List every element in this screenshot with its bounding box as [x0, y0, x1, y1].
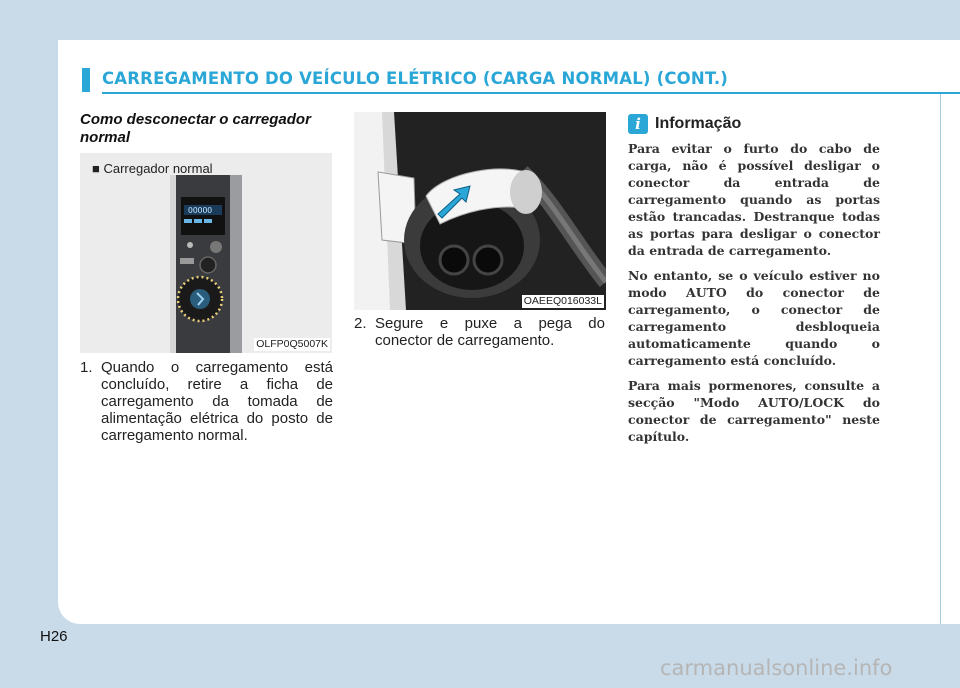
title-underline — [102, 92, 960, 94]
watermark: carmanualsonline.info — [660, 656, 893, 680]
page-number: H26 — [40, 628, 68, 645]
charger-figure-code: OLFP0Q5007K — [256, 338, 328, 350]
info-paragraph: Para mais pormenores, consulte a secção "Modo AUTO/LOCK do conector de carregamento" neste capítulo. — [628, 378, 880, 444]
info-paragraph: Para evitar o furto do cabo de carga, não é possível desligar o conector da entrada de carregamento quando as portas estão trancadas. Destranque todas as portas para desligar o conector da entrada de carregamento. — [628, 141, 880, 258]
info-title: Informação — [655, 115, 742, 132]
connector-figure — [354, 112, 606, 310]
title-accent-block — [82, 68, 90, 92]
info-body — [628, 140, 880, 453]
charger-display-text: OOOOO — [188, 206, 213, 215]
step-1-number: 1. — [80, 359, 93, 376]
step-1-text: Quando o carregamento está concluído, retire a ficha de carregamento da tomada de alimentação elétrica do posto de carregamento normal. — [101, 359, 333, 444]
charger-illustration — [80, 153, 332, 353]
section-title: CARREGAMENTO DO VEÍCULO ELÉTRICO (CARGA NORMAL) (CONT.) — [102, 69, 729, 88]
charger-figure-caption: ■ Carregador normal — [92, 161, 213, 176]
page-edge-rule — [940, 94, 941, 624]
step-2 — [354, 315, 606, 355]
info-paragraph: No entanto, se o veículo estiver no modo AUTO do conector de carregamento, o conector de carregamento desbloqueia automaticamente quando o carregamento está concluído. — [628, 268, 880, 368]
subheading: Como desconectar o carregador normal — [80, 111, 311, 146]
connector-illustration — [354, 112, 606, 310]
step-2-number: 2. — [354, 315, 367, 332]
connector-figure-code: OAEEQ016033L — [523, 295, 602, 307]
step-2-text: Segure e puxe a pega do conector de carregamento. — [375, 315, 605, 349]
step-1 — [80, 359, 334, 449]
charger-figure — [80, 153, 332, 353]
info-icon: i — [628, 114, 648, 134]
section-title-bar — [82, 66, 960, 94]
